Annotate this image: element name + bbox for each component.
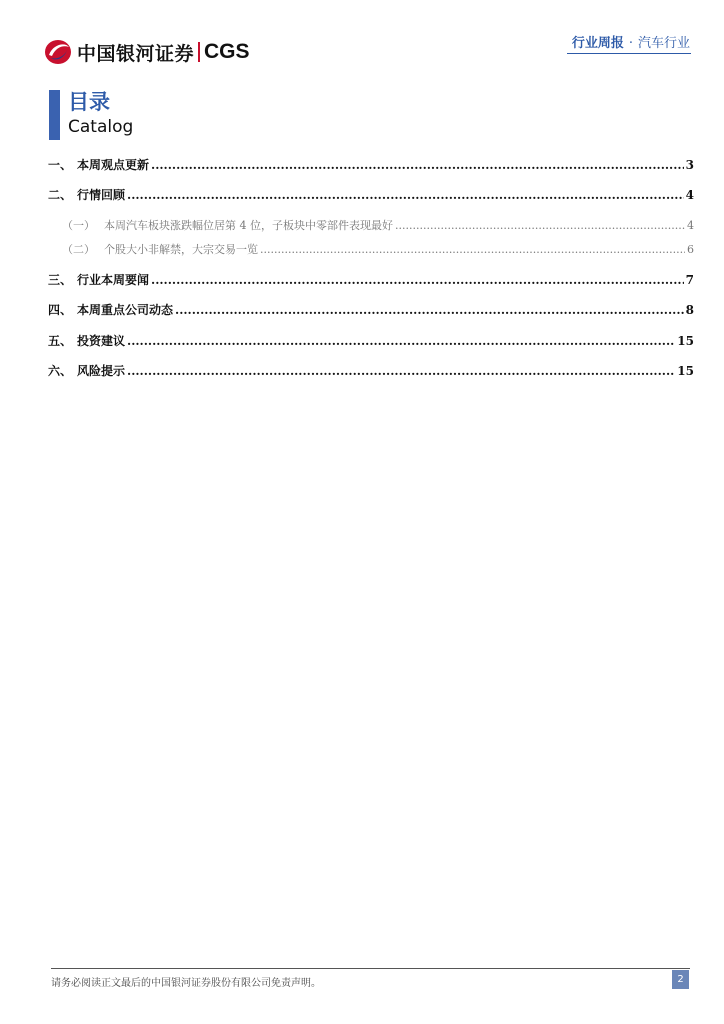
catalog-title: 目录 (68, 90, 110, 114)
toc-leader (151, 158, 684, 172)
toc-leader (127, 334, 675, 348)
toc-title: 个股大小非解禁，大宗交易一览 (104, 243, 258, 256)
toc-title: 投资建议 (77, 334, 126, 348)
toc-title: 本周汽车板块涨跌幅位居第 4 位，子板块中零部件表现最好 (104, 219, 393, 232)
toc-leader (395, 219, 685, 232)
galaxy-logo-icon (43, 38, 73, 66)
toc-page: 15 (677, 364, 694, 378)
footer-divider (51, 968, 690, 969)
toc-entry[interactable] (48, 362, 694, 382)
toc-page: 4 (687, 219, 694, 232)
toc-subentry[interactable] (48, 217, 694, 237)
toc-page: 7 (685, 273, 694, 287)
logo-separator (198, 42, 200, 62)
toc-leader (127, 364, 675, 378)
logo-english-name: CGS (204, 40, 250, 63)
toc-entry[interactable] (48, 332, 694, 352)
toc-number: 三、 (48, 273, 73, 287)
toc-title: 行情回顾 (77, 188, 126, 202)
toc-number: 四、 (48, 303, 73, 317)
toc-entry[interactable] (48, 301, 694, 321)
toc-entry[interactable] (48, 271, 694, 291)
toc-number: 五、 (48, 334, 73, 348)
catalog-accent-bar (49, 90, 60, 140)
header-separator: · (628, 36, 633, 51)
toc-title: 行业本周要闻 (77, 273, 150, 287)
toc-leader (127, 188, 684, 202)
toc-subentry[interactable] (48, 241, 694, 261)
catalog-subtitle: Catalog (68, 117, 134, 137)
toc-page: 3 (685, 158, 694, 172)
toc-leader (175, 303, 684, 317)
toc-entry[interactable] (48, 186, 694, 206)
toc-title: 本周观点更新 (77, 158, 150, 172)
toc-title: 本周重点公司动态 (77, 303, 174, 317)
industry-name: 汽车行业 (637, 36, 690, 51)
toc-number: 二、 (48, 188, 73, 202)
toc-leader (260, 243, 685, 256)
report-kind: 行业周报 (571, 36, 624, 51)
toc-number: （一） (62, 219, 95, 232)
logo-chinese-name: 中国银河证券 (77, 42, 195, 65)
toc-number: 六、 (48, 364, 73, 378)
page-number: 2 (672, 970, 689, 989)
toc-page: 15 (677, 334, 694, 348)
company-logo (43, 38, 250, 66)
toc-leader (151, 273, 684, 287)
header-underline (567, 53, 691, 54)
toc-title: 风险提示 (77, 364, 126, 378)
toc-page: 6 (687, 243, 694, 256)
footer-disclaimer: 请务必阅读正文最后的中国银河证券股份有限公司免责声明。 (51, 978, 321, 989)
toc-number: （二） (62, 243, 95, 256)
report-header (572, 32, 690, 51)
toc-page: 8 (685, 303, 694, 317)
toc-entry[interactable] (48, 156, 694, 176)
toc-number: 一、 (48, 158, 73, 172)
toc-page: 4 (685, 188, 694, 202)
